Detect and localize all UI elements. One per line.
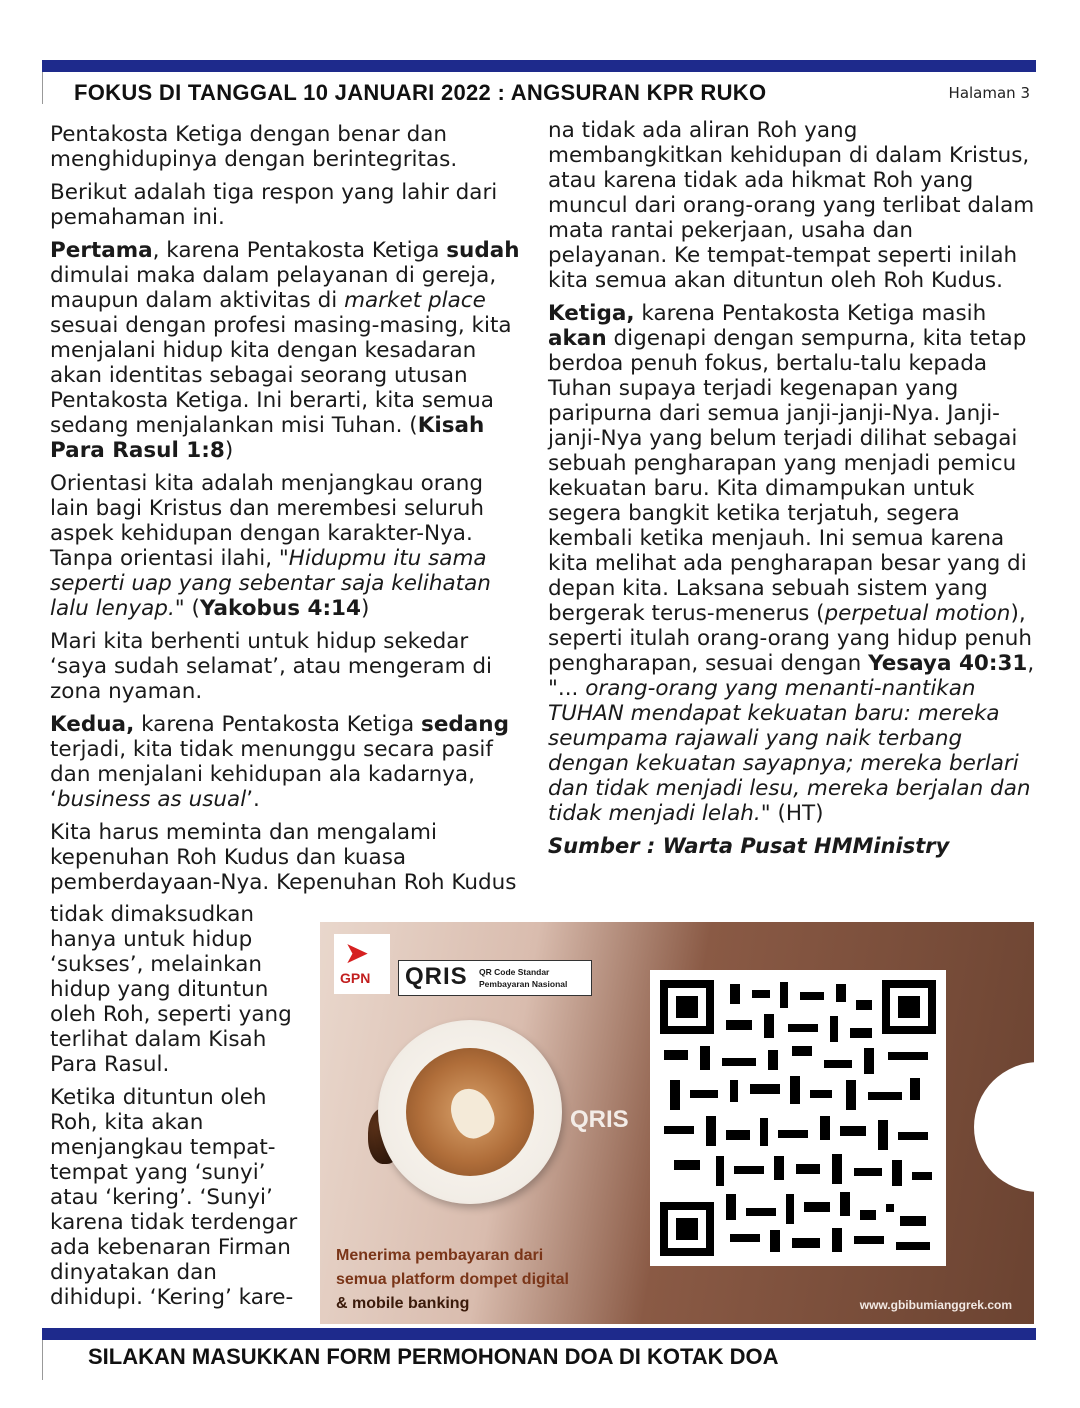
card-cutout [974, 1062, 1034, 1192]
latte-art [443, 1082, 500, 1144]
qris-caption: Menerima pembayaran dari semua platform dompet digital & mobile banking [336, 1247, 569, 1312]
coffee-cup-image [378, 1020, 562, 1204]
qr-code-icon [660, 980, 936, 1256]
paragraph: Pentakosta Ketiga dengan benar dan menghidupinya dengan berintegritas. [50, 122, 458, 172]
qr-code[interactable] [650, 970, 946, 1266]
left-border-line [42, 72, 43, 104]
gpn-logo: ➤ GPN [334, 934, 390, 994]
left-border-line [42, 1340, 43, 1380]
paragraph-kedua: Kedua, karena Pentakosta Ketiga sedang terjadi, kita tidak menunggu secara pasif dan menjalani kehidupan ala kadarnya, ‘business as usual’. [50, 712, 509, 812]
paragraph: tidak dimaksudkan hanya untuk hidup ‘sukses’, melainkan hidup yang dituntun oleh Roh, seperti yang terlihat dalam Kisah Para Rasul. [50, 902, 292, 1077]
article-column-left [50, 122, 528, 903]
website-url: www.gbibumianggrek.com [859, 1298, 1012, 1312]
paragraph: na tidak ada aliran Roh yang membangkitkan kehidupan di dalam Kristus, atau karena tidak ada hikmat Roh yang muncul dari orang-orang yang terlibat dalam mata rantai pekerjaan, usaha dan pelayanan. Ke tempat-tempat seperti inilah kita semua akan dituntun oleh Roh Kudus. [548, 118, 1035, 293]
footer-notice: SILAKAN MASUKKAN FORM PERMOHONAN DOA DI KOTAK DOA [88, 1344, 779, 1369]
paragraph-pertama: Pertama, karena Pentakosta Ketiga sudah dimulai maka dalam pelayanan di gereja, maupun dalam aktivitas di market place sesuai dengan profesi masing-masing, kita menjalani hidup kita dengan kesadaran akan identitas sebagai seorang utusan Pentakosta Ketiga. Ini berarti, kita semua sedang menjalankan misi Tuhan. (Kisah Para Rasul 1:8) [50, 238, 520, 463]
top-rule-bar [42, 60, 1036, 72]
page-number: Halaman 3 [948, 84, 1030, 102]
article-column-right [548, 118, 1036, 859]
article-column-left-narrow [50, 902, 312, 1318]
garuda-bird-icon: ➤ [344, 936, 370, 971]
source-credit: Sumber : Warta Pusat HMMinistry [548, 834, 950, 858]
qris-logo: QRIS QR Code Standar Pembayaran Nasional [398, 960, 592, 996]
paragraph: Orientasi kita adalah menjangkau orang lain bagi Kristus dan merembesi seluruh aspek kehidupan dengan karakter-Nya. Tanpa orientasi ilahi, "Hidupmu itu sama seperti uap yang sebentar saja kelihatan lalu lenyap." (Yakobus 4:14) [50, 471, 491, 621]
paragraph-ketiga: Ketiga, karena Pentakosta Ketiga masih akan digenapi dengan sempurna, kita tetap berdoa penuh fokus, bertalu-talu kepada Tuhan supaya terjadi kegenapan yang paripurna dari semua janji-janji-Nya. Janji-janji-Nya yang belum terjadi dilihat sebagai sebuah pengharapan yang menjadi pemicu kekuatan baru. Kita dimampukan untuk segera bangkit ketika terjatuh, segera kembali ketika menjauh. Ini semua karena kita melihat ada pengharapan besar yang di depan kita. Laksana sebuah sistem yang bergerak terus-menerus (perpetual motion), seperti itulah orang-orang yang hidup penuh pengharapan, sesuai dengan Yesaya 40:31, "... orang-orang yang menanti-nantikan TUHAN mendapat kekuatan baru: mereka seumpama rajawali yang naik terbang dengan kekuatan sayapnya; mereka berlari dan tidak menjadi lesu, mereka berjalan dan tidak menjadi lelah." (HT) [548, 301, 1035, 826]
page-header-title: FOKUS DI TANGGAL 10 JANUARI 2022 : ANGSURAN KPR RUKO [74, 80, 767, 105]
qris-label: QRIS [570, 1106, 629, 1133]
bottom-rule-bar [42, 1328, 1036, 1340]
paragraph: Ketika dituntun oleh Roh, kita akan menjangkau tempat-tempat yang ‘sunyi’ atau ‘kering’. ‘Sunyi’ karena tidak terdengar ada kebenaran Firman dinyatakan dan dihidupi. ‘Kering’ kare- [50, 1085, 298, 1310]
paragraph: Berikut adalah tiga respon yang lahir dari pemahaman ini. [50, 180, 498, 230]
qris-payment-card [320, 922, 1034, 1324]
paragraph: Kita harus meminta dan mengalami kepenuhan Roh Kudus dan kuasa pemberdayaan-Nya. Kepenuhan Roh Kudus [50, 820, 517, 895]
paragraph: Mari kita berhenti untuk hidup sekedar ‘saya sudah selamat’, atau mengeram di zona nyaman. [50, 629, 493, 704]
